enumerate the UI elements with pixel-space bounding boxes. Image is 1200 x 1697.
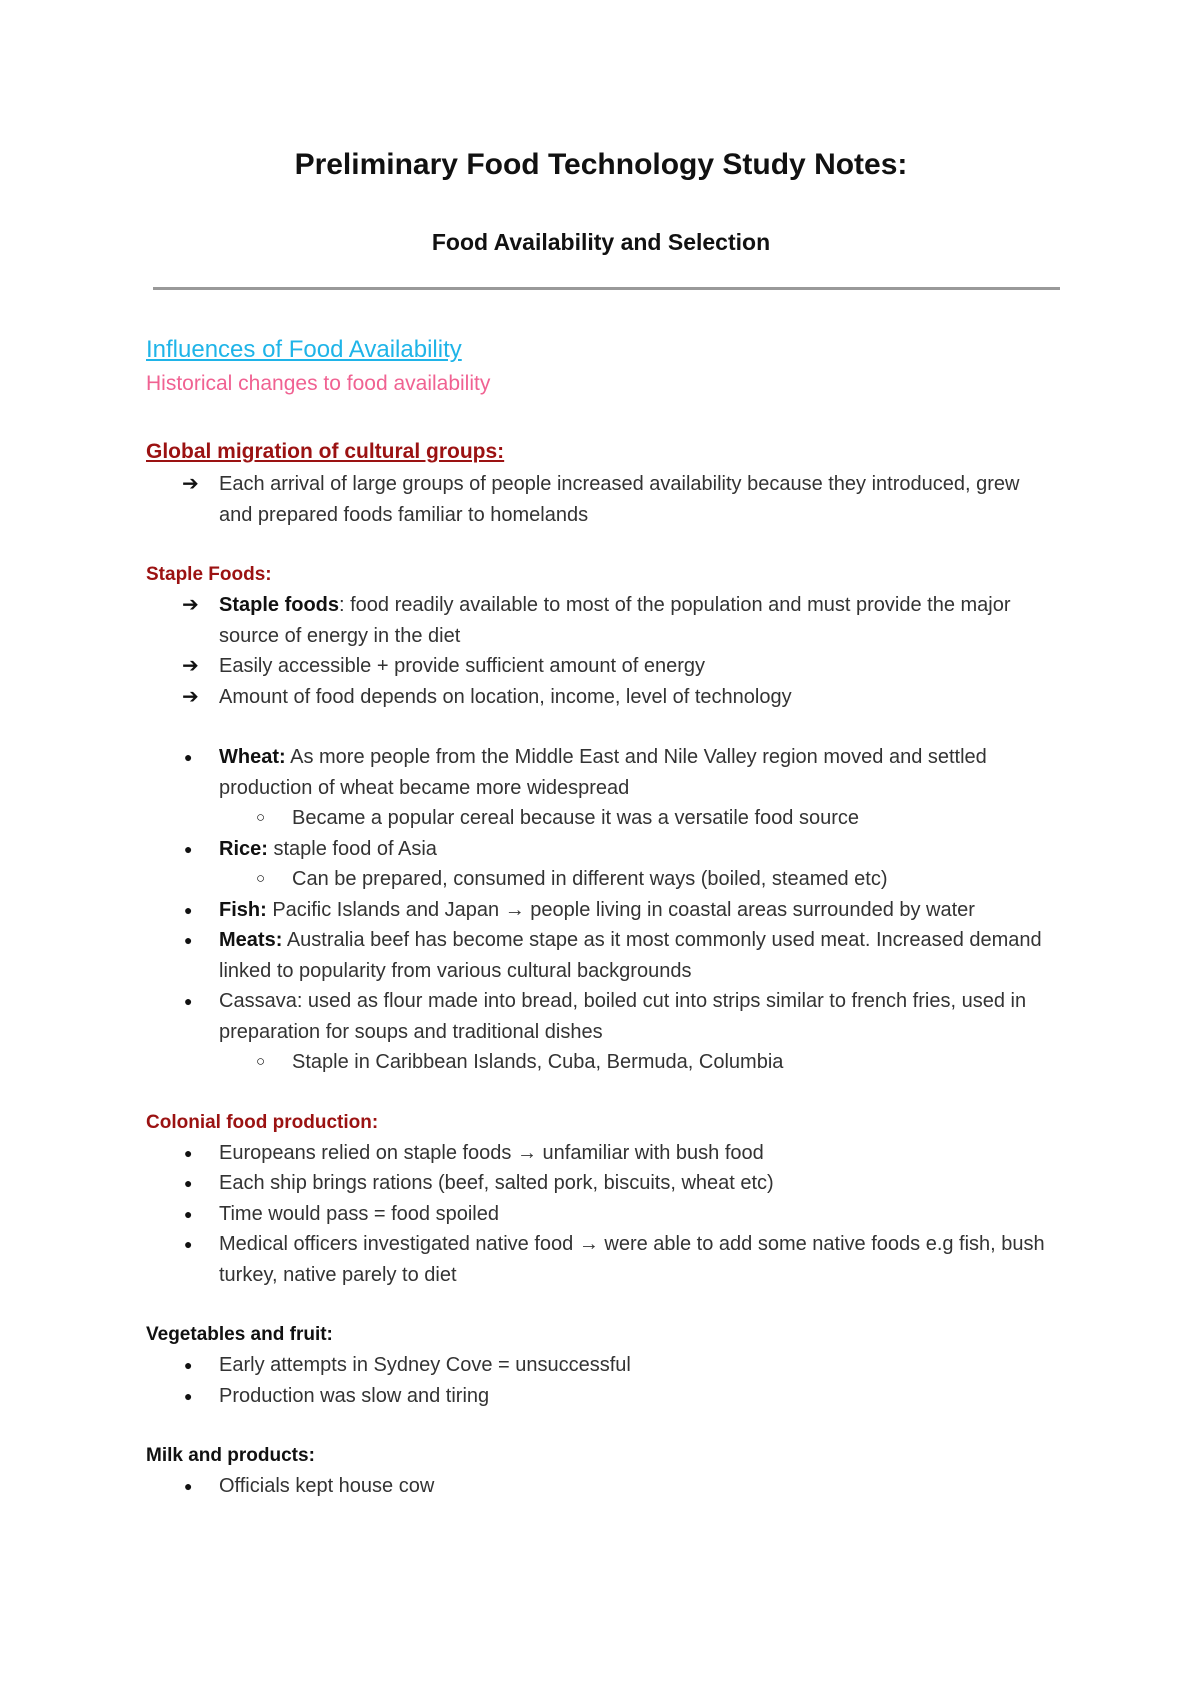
bullet-icon: ● [184, 749, 193, 765]
colonial-list [146, 1138, 1056, 1291]
global-migration-heading: Global migration of cultural groups: [146, 440, 505, 463]
circle-bullet-icon: ○ [256, 809, 266, 826]
bullet-icon: ● [184, 840, 193, 857]
bullet-icon: ● [184, 1205, 193, 1222]
bullet-icon: ● [184, 1175, 193, 1191]
vegetables-list [146, 1350, 1056, 1411]
bullet-icon: ● [184, 1236, 193, 1252]
list-item: ● Officials kept house cow [146, 1471, 1056, 1502]
document-subtitle: Food Availability and Selection [431, 229, 771, 255]
milk-list [146, 1471, 1056, 1502]
staple-food-types-list [146, 742, 1056, 1078]
milk-heading: Milk and products: [146, 1445, 315, 1466]
bullet-icon: ● [184, 993, 193, 1009]
arrow-bullet-icon: ➔ [182, 685, 199, 708]
staple-foods-heading: Staple Foods: [146, 564, 272, 585]
historical-heading: Historical changes to food availability [146, 372, 491, 395]
list-item-wheat: ● Wheat: As more people from the Middle East and Nile Valley region moved and settled production of wheat became more widespread [146, 742, 1056, 803]
global-migration-list [146, 469, 1056, 530]
list-item: ➔ Easily accessible + provide sufficient amount of energy [146, 651, 1056, 682]
bullet-icon: ● [184, 1478, 193, 1494]
list-item: ➔ Amount of food depends on location, income, level of technology [146, 682, 1056, 713]
list-item: ● Production was slow and tiring [146, 1381, 1056, 1412]
list-subitem: ○ Became a popular cereal because it was a versatile food source [146, 803, 1056, 834]
document-title: Preliminary Food Technology Study Notes: [294, 148, 908, 181]
list-subitem: ○ Can be prepared, consumed in different ways (boiled, steamed etc) [146, 864, 1056, 895]
arrow-bullet-icon: ➔ [182, 473, 199, 495]
bullet-icon: ● [184, 1387, 193, 1404]
list-item: ➔ Each arrival of large groups of people increased availability because they introduced, grew and prepared foods familiar to homelands [146, 469, 1056, 530]
list-item: ➔ Staple foods: food readily available to most of the population and must provide the major source of energy in the diet [146, 590, 1056, 651]
list-item: ● Early attempts in Sydney Cove = unsuccessful [146, 1350, 1056, 1381]
list-item: ● Time would pass = food spoiled [146, 1199, 1056, 1230]
vegetables-heading: Vegetables and fruit: [146, 1324, 333, 1345]
staple-foods-list [146, 590, 1056, 712]
list-item: ● Each ship brings rations (beef, salted pork, biscuits, wheat etc) [146, 1168, 1056, 1199]
list-item-fish: ● Fish: Pacific Islands and Japan → people living in coastal areas surrounded by water [146, 895, 1056, 926]
influences-heading[interactable]: Influences of Food Availability [146, 336, 462, 363]
colonial-heading: Colonial food production: [146, 1111, 379, 1133]
list-item-meats: ● Meats: Australia beef has become stape as it most commonly used meat. Increased demand linked to popularity from various cultural backgrounds [146, 925, 1056, 986]
list-item-cassava: ● Cassava: used as flour made into bread, boiled cut into strips similar to french fries, used in preparation for soups and traditional dishes [146, 986, 1056, 1047]
bullet-icon: ● [184, 901, 193, 918]
list-subitem: ○ Staple in Caribbean Islands, Cuba, Bermuda, Columbia [146, 1047, 1056, 1078]
bullet-icon: ● [184, 1357, 193, 1373]
horizontal-divider [153, 287, 1060, 290]
circle-bullet-icon: ○ [256, 1053, 266, 1070]
list-item-rice: ● Rice: staple food of Asia [146, 834, 1056, 865]
circle-bullet-icon: ○ [256, 870, 266, 887]
bullet-icon: ● [184, 932, 193, 948]
bullet-icon: ● [184, 1144, 193, 1161]
list-item: ● Medical officers investigated native food → were able to add some native foods e.g fish, bush turkey, native parely to diet [146, 1229, 1056, 1290]
arrow-bullet-icon: ➔ [182, 594, 199, 616]
arrow-bullet-icon: ➔ [182, 655, 199, 677]
document-body [146, 333, 1056, 1502]
list-item: ● Europeans relied on staple foods → unfamiliar with bush food [146, 1138, 1056, 1169]
